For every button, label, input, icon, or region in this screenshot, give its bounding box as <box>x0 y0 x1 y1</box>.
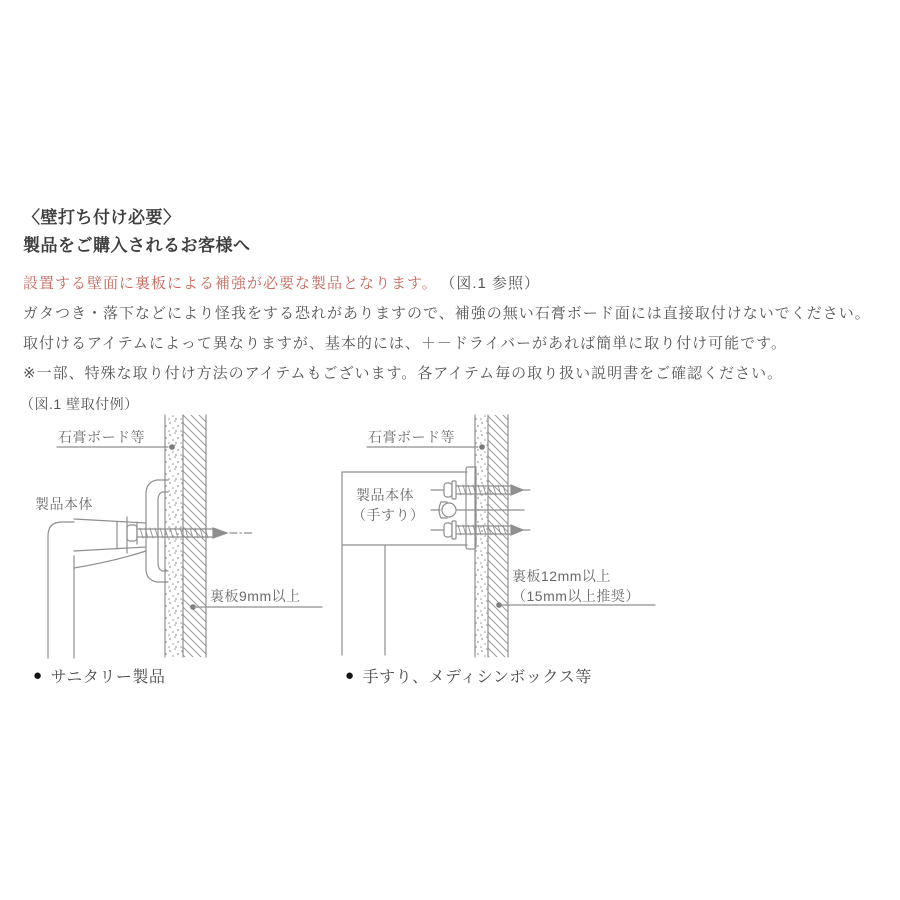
figure-caption: （図.1 壁取付例） <box>20 396 139 412</box>
label-gypsum-board-left: 石膏ボード等 <box>58 429 145 445</box>
label-backing-right-2: （15mm以上推奨） <box>512 588 640 604</box>
label-handrail: （手すり） <box>352 507 425 523</box>
left-diagram-caption-row <box>33 664 165 687</box>
heading-to-customers: 製品をご購入されるお客様へ <box>23 236 251 255</box>
left-diagram-caption: サニタリー製品 <box>50 669 166 686</box>
label-product-body-right: 製品本体 <box>356 487 414 503</box>
right-diagram <box>342 415 655 657</box>
figure-reference: （図.1 参照） <box>447 275 540 292</box>
body-line-3: ※一部、特殊な取り付け方法のアイテムもございます。各アイテム毎の取り扱い説明書をご確認ください。 <box>23 365 784 382</box>
bullet-icon: ● <box>345 667 355 684</box>
body-line-1: ガタつき・落下などにより怪我をする恐れがありますので、補強の無い石膏ボード面には直接取付けないでください。 <box>23 305 871 322</box>
label-backing-right-1: 裏板12mm以上 <box>512 568 611 584</box>
right-diagram-caption-row <box>345 664 592 687</box>
body-line-2: 取付けるアイテムによって異なりますが、基本的には、＋－ドライバーがあれば簡単に取り付け可能です。 <box>23 335 787 352</box>
leader-dot <box>169 444 175 450</box>
support-arm <box>74 519 146 568</box>
left-diagram <box>48 415 322 658</box>
backing-board-section <box>488 415 508 657</box>
gypsum-board-section <box>475 415 488 657</box>
product-post <box>48 522 74 658</box>
label-backing-left: 裏板9mm以上 <box>210 588 301 604</box>
bullet-icon: ● <box>33 667 43 684</box>
right-diagram-caption: 手すり、メディシンボックス等 <box>362 669 592 686</box>
leader-dot <box>479 444 485 450</box>
heading-wall-mount-required: 〈壁打ち付け必要〉 <box>23 208 181 227</box>
label-gypsum-board-right: 石膏ボード等 <box>368 429 455 445</box>
label-product-body-left: 製品本体 <box>35 496 93 512</box>
notice-red-text: 設置する壁面に裏板による補強が必要な製品となります。 <box>23 275 438 292</box>
